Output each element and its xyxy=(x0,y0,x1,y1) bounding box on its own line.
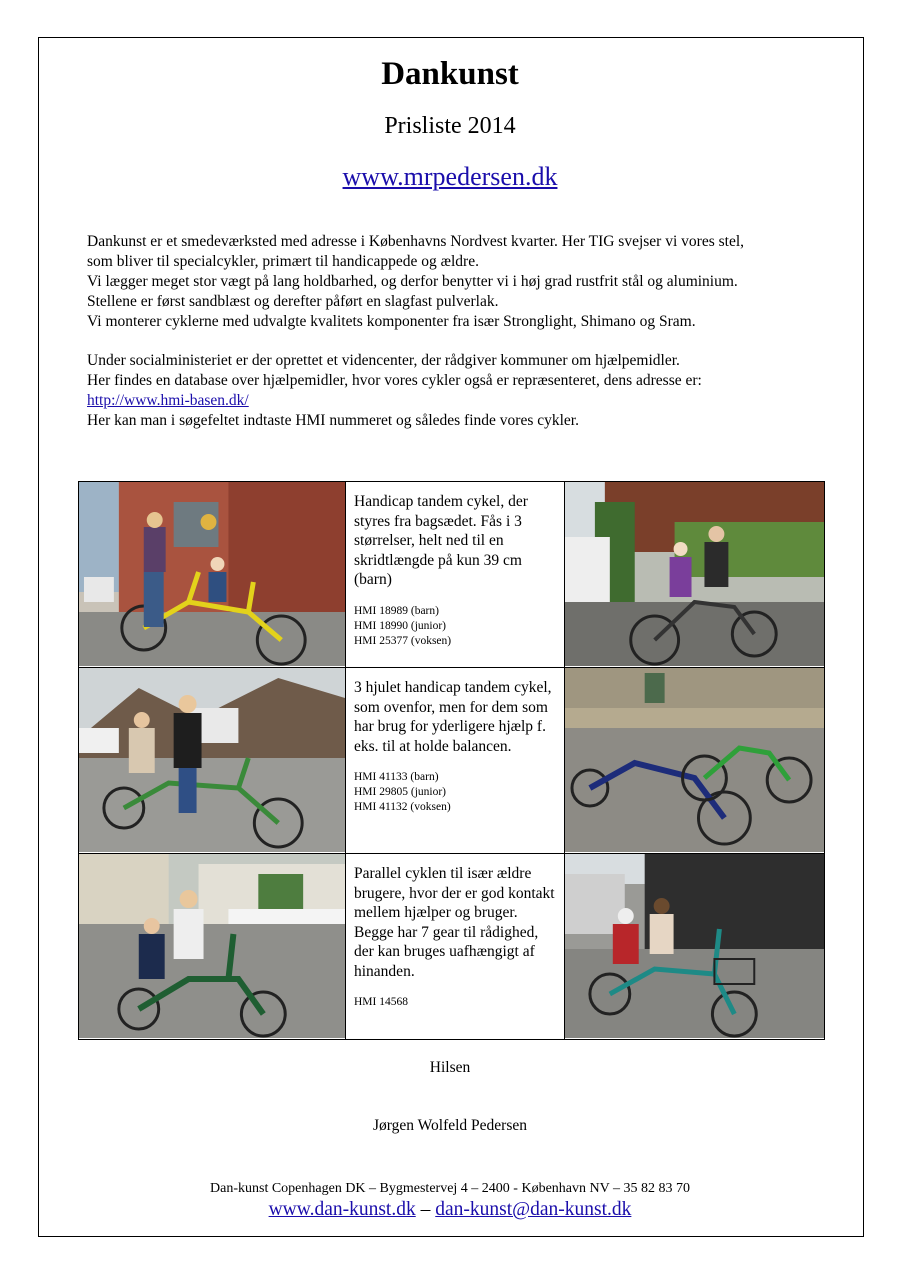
hmi-numbers xyxy=(346,590,564,649)
page-subtitle: Prisliste 2014 xyxy=(384,113,516,139)
product-photo-cell xyxy=(79,668,346,854)
product-row xyxy=(79,482,825,668)
product-description: Handicap tandem cykel, der styres fra bagsædet. Fås i 3 størrelser, helt ned til en skridtlængde på kun 39 cm (barn) xyxy=(354,493,528,588)
closing-greeting: Hilsen xyxy=(429,1059,471,1076)
product-description: 3 hjulet handicap tandem cykel, som ovenfor, men for dem som har brug for yderligere hjælp f. eks. til at holde balancen. xyxy=(354,679,552,755)
product-description-cell xyxy=(346,854,565,1040)
hmi-number: HMI 18989 (barn) xyxy=(354,604,439,617)
product-row xyxy=(79,668,825,854)
tricycle-tandem-photo xyxy=(565,668,824,852)
intro-line: Vi monterer cyklerne med udvalgte kvalitets komponenter fra især Stronglight, Shimano og Sram. xyxy=(87,313,696,330)
product-table xyxy=(78,481,825,1040)
product-photo-cell xyxy=(79,854,346,1040)
hmi-base-link[interactable]: http://www.hmi-basen.dk/ xyxy=(87,392,249,409)
product-photo-cell xyxy=(565,668,825,854)
hmi-number: HMI 25377 (voksen) xyxy=(354,634,452,647)
hmi-number: HMI 18990 (junior) xyxy=(354,619,446,632)
footer-address: Dan-kunst Copenhagen DK – Bygmestervej 4 – 2400 - København NV – 35 82 83 70 xyxy=(210,1181,690,1196)
parallel-bike-photo xyxy=(565,854,824,1038)
product-photo-cell xyxy=(565,482,825,668)
hmi-number: HMI 41132 (voksen) xyxy=(354,801,451,813)
intro-text xyxy=(87,232,827,431)
product-description-cell xyxy=(346,482,565,668)
tricycle-tandem-photo xyxy=(79,668,345,852)
product-photo-cell xyxy=(565,854,825,1040)
product-photo-cell xyxy=(79,482,346,668)
intro-line: Her findes en database over hjælpemidler, hvor vores cykler også er repræsenteret, dens adresse er: xyxy=(87,372,702,389)
product-row xyxy=(79,854,825,1040)
tandem-bike-photo xyxy=(79,482,345,666)
footer-email-link[interactable]: dan-kunst@dan-kunst.dk xyxy=(435,1199,632,1220)
intro-line: som bliver til specialcykler, primært til handicappede og ældre. xyxy=(87,253,479,270)
website-line xyxy=(0,162,900,192)
website-link[interactable]: www.mrpedersen.dk xyxy=(342,162,558,191)
intro-line: Stellene er først sandblæst og derefter påført en slagfast pulverlak. xyxy=(87,293,499,310)
intro-line: Her kan man i søgefeltet indtaste HMI nummeret og således finde vores cykler. xyxy=(87,412,579,429)
footer-separator: – xyxy=(420,1199,431,1220)
parallel-bike-photo xyxy=(79,854,345,1038)
hmi-number: HMI 29805 (junior) xyxy=(354,786,446,798)
tandem-bike-photo xyxy=(565,482,824,666)
footer-website-link[interactable]: www.dan-kunst.dk xyxy=(268,1199,416,1220)
hmi-number: HMI 41133 (barn) xyxy=(354,771,439,783)
signature: Jørgen Wolfeld Pedersen xyxy=(372,1117,527,1134)
product-description: Parallel cyklen til især ældre brugere, hvor der er god kontakt mellem hjælper og bruger. Begge har 7 gear til rådighed, der kan bruges uafhængigt af hinanden. xyxy=(354,865,555,980)
intro-line: Vi lægger meget stor vægt på lang holdbarhed, og derfor benytter vi i høj grad rustfrit stål og aluminium. xyxy=(87,273,738,290)
footer-links xyxy=(0,1199,900,1221)
hmi-base-line xyxy=(87,391,827,411)
intro-line: Under socialministeriet er der oprettet et videncenter, der rådgiver kommuner om hjælpemidler. xyxy=(87,352,680,369)
page-title: Dankunst xyxy=(381,56,519,92)
hmi-numbers xyxy=(346,756,564,815)
hmi-numbers xyxy=(346,981,564,1010)
hmi-number: HMI 14568 xyxy=(354,996,408,1008)
intro-line: Dankunst er et smedeværksted med adresse i Københavns Nordvest kvarter. Her TIG svejser vi vores stel, xyxy=(87,233,745,250)
product-description-cell xyxy=(346,668,565,854)
